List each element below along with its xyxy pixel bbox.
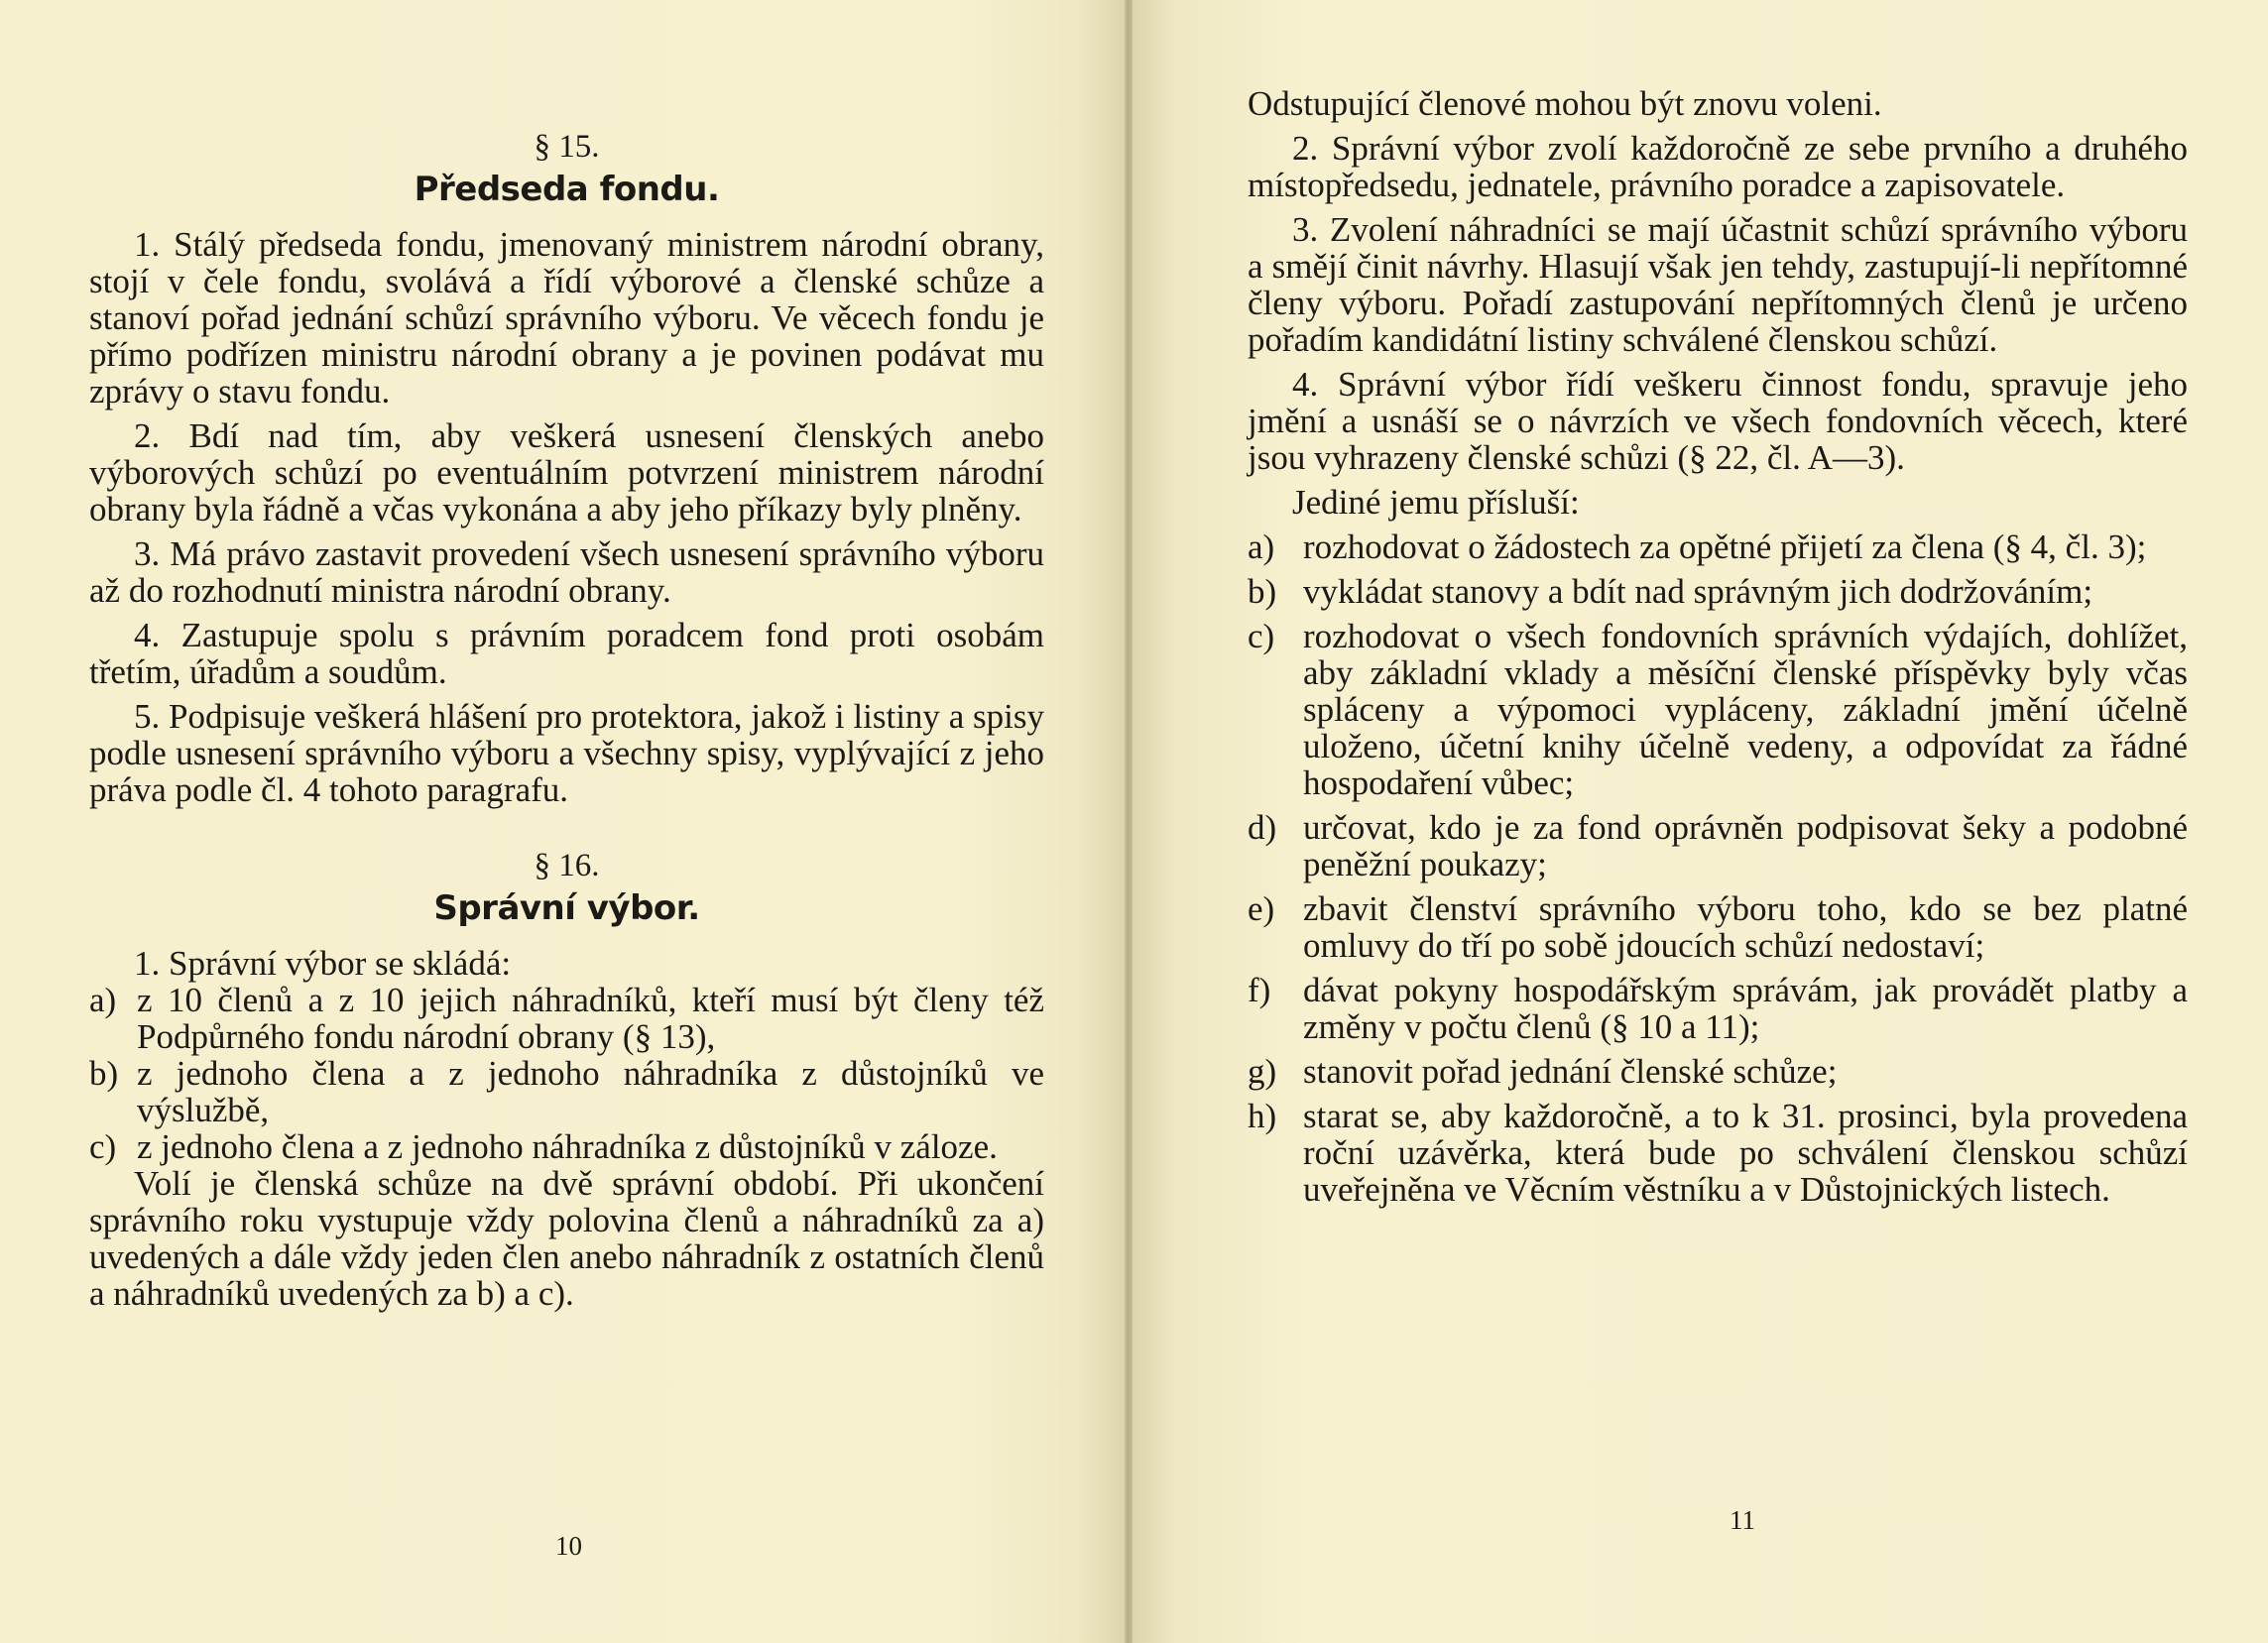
item-text: z jednoho člena a z jednoho náhradníka z důstojníků ve výslužbě, bbox=[137, 1054, 1044, 1129]
duty-item-a bbox=[1248, 528, 2188, 565]
section-16-item-b bbox=[89, 1055, 1044, 1128]
item-label: a) bbox=[89, 981, 117, 1019]
item-text: rozhodovat o všech fondovních správních výdajích, dohlížet, aby základní vklady a měsíční členské příspěvky byly včas spláceny a výpomoci vypláceny, základní jmění účelně uloženo, účetní knihy účelně vedeny, a odpovídat za řádné hospodaření vůbec; bbox=[1303, 617, 2188, 802]
section-15-paragraph-5: 5. Podpisuje veškerá hlášení pro protektora, jakož i listiny a spisy podle usnesení správního výboru a všechny spisy, vyplývající z jeho práva podle čl. 4 tohoto paragrafu. bbox=[89, 697, 1044, 809]
item-label: e) bbox=[1248, 889, 1275, 928]
item-label: a) bbox=[1248, 528, 1275, 566]
item-text: starat se, aby každoročně, a to k 31. prosinci, byla provedena roční uzávěrka, která bude po schválení členskou schůzí uveřejněna ve Věcním věstníku a v Důstojnických listech. bbox=[1303, 1097, 2188, 1209]
duty-item-g bbox=[1248, 1053, 2188, 1090]
page-number-left: 10 bbox=[555, 1531, 582, 1561]
item-text: z 10 členů a z 10 jejich náhradníků, kteří musí být členy též Podpůrného fondu národní obrany (§ 13), bbox=[137, 981, 1044, 1056]
section-15-title: Předseda fondu. bbox=[414, 170, 720, 209]
item-text: stanovit pořad jednání členské schůze; bbox=[1303, 1052, 1838, 1091]
page-number-right: 11 bbox=[1730, 1505, 1755, 1535]
right-page-text-column bbox=[1248, 85, 2188, 1208]
list-intro: Jediné jemu přísluší: bbox=[1292, 483, 1580, 522]
continued-line: Odstupující členové mohou být znovu voleni. bbox=[1248, 84, 1882, 123]
paragraph-4: 4. Správní výbor řídí veškeru činnost fondu, spravuje jeho jmění a usnáší se o návrzích ve všech fondovních věcech, které jsou vyhrazeny členské schůzi (§ 22, čl. A—3). bbox=[1248, 365, 2188, 477]
section-15-number: § 15. bbox=[534, 129, 600, 165]
left-page-text-column bbox=[89, 129, 1044, 1312]
duty-item-f bbox=[1248, 972, 2188, 1045]
duty-item-d bbox=[1248, 809, 2188, 882]
item-text: vykládat stanovy a bdít nad správným jich dodržováním; bbox=[1303, 572, 2093, 611]
left-page bbox=[0, 0, 1125, 1643]
section-16-closing: Volí je členská schůze na dvě správní období. Při ukončení správního roku vystupuje vždy polovina členů a náhradníků za a) uvedených a dále vždy jeden člen anebo náhradník z ostatních členů a náhradníků uvedených za b) a c). bbox=[89, 1164, 1044, 1313]
item-label: g) bbox=[1248, 1052, 1277, 1091]
section-15-paragraph-1: 1. Stálý předseda fondu, jmenovaný ministrem národní obrany, stojí v čele fondu, svolává a řídí výborové a členské schůze a stanoví pořad jednání schůzí správního výboru. Ve věcech fondu je přímo podřízen ministru národní obrany a je povinen podávat mu zprávy o stavu fondu. bbox=[89, 225, 1044, 411]
section-16-item-c bbox=[89, 1128, 1044, 1165]
item-label: h) bbox=[1248, 1097, 1277, 1135]
duty-item-h bbox=[1248, 1098, 2188, 1208]
item-text: dávat pokyny hospodářským správám, jak provádět platby a změny v počtu členů (§ 10 a 11); bbox=[1303, 971, 2188, 1046]
paragraph-2: 2. Správní výbor zvolí každoročně ze sebe prvního a druhého místopředsedu, jednatele, právního poradce a zapisovatele. bbox=[1248, 129, 2188, 204]
item-label: d) bbox=[1248, 808, 1277, 847]
item-label: b) bbox=[1248, 572, 1277, 611]
item-label: c) bbox=[1248, 617, 1275, 655]
right-page bbox=[1133, 0, 2268, 1643]
section-15-paragraph-2: 2. Bdí nad tím, aby veškerá usnesení členských anebo výborových schůzí po eventuálním potvrzení ministrem národní obrany byla řádně a včas vykonána a aby jeho příkazy byly plněny. bbox=[89, 416, 1044, 528]
section-15-paragraph-3: 3. Má právo zastavit provedení všech usnesení správního výboru až do rozhodnutí ministra národní obrany. bbox=[89, 534, 1044, 610]
section-16-title: Správní výbor. bbox=[433, 888, 700, 928]
section-16-item-a bbox=[89, 982, 1044, 1055]
section-15-paragraph-4: 4. Zastupuje spolu s právním poradcem fond proti osobám třetím, úřadům a soudům. bbox=[89, 616, 1044, 691]
item-text: z jednoho člena a z jednoho náhradníka z důstojníků v záloze. bbox=[137, 1127, 998, 1166]
item-label: c) bbox=[89, 1127, 117, 1166]
duty-item-b bbox=[1248, 573, 2188, 610]
duty-item-c bbox=[1248, 618, 2188, 801]
section-16-number: § 16. bbox=[534, 848, 600, 883]
paragraph-3: 3. Zvolení náhradníci se mají účastnit schůzí správního výboru a smějí činit návrhy. Hlasují však jen tehdy, zastupují-li nepřítomné členy výboru. Pořadí zastupování nepřítomných členů je určeno pořadím kandidátní listiny schválené členskou schůzí. bbox=[1248, 210, 2188, 359]
item-label: f) bbox=[1248, 971, 1271, 1009]
item-text: určovat, kdo je za fond oprávněn podpisovat šeky a podobné peněžní poukazy; bbox=[1303, 808, 2188, 883]
item-text: zbavit členství správního výboru toho, kdo se bez platné omluvy do tří po sobě jdoucích schůzí nedostaví; bbox=[1303, 889, 2188, 965]
section-16-intro: 1. Správní výbor se skládá: bbox=[134, 944, 512, 983]
item-label: b) bbox=[89, 1054, 119, 1093]
item-text: rozhodovat o žádostech za opětné přijetí za člena (§ 4, čl. 3); bbox=[1303, 528, 2147, 566]
duty-item-e bbox=[1248, 890, 2188, 964]
